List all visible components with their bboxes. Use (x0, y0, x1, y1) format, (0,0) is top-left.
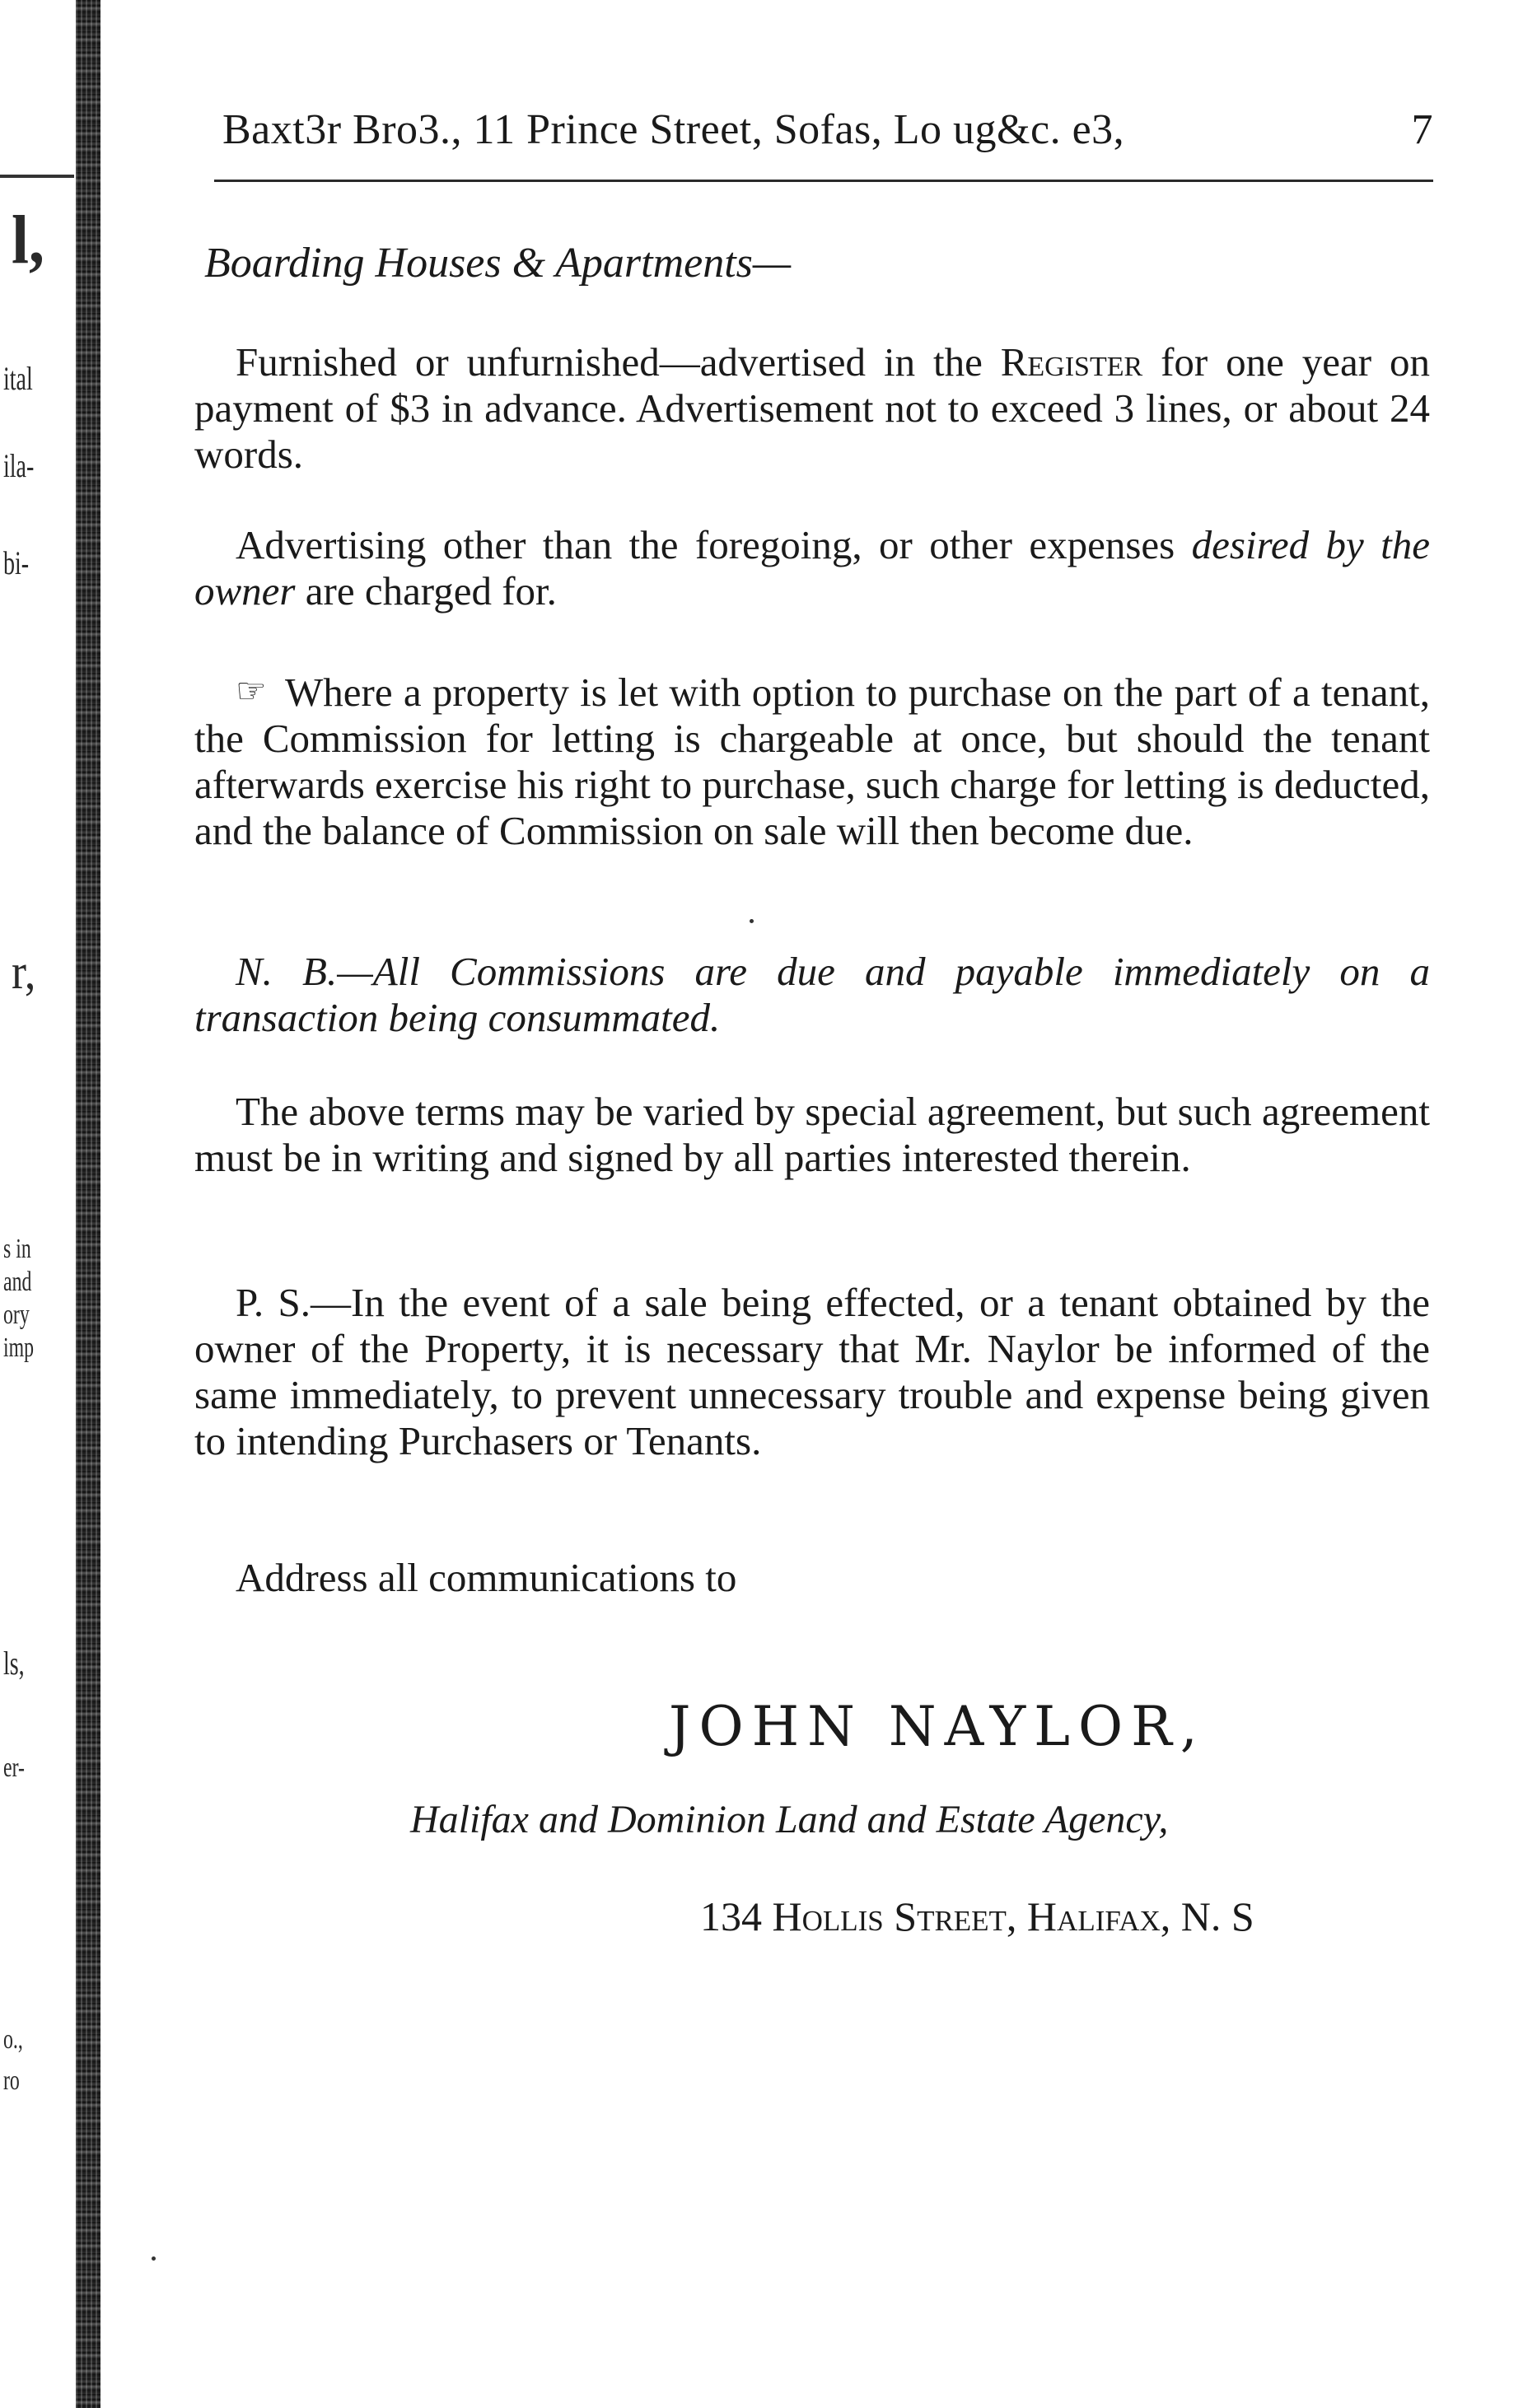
running-head (222, 105, 1433, 154)
prev-page-fragment: imp (3, 1332, 35, 1363)
prev-page-fragment: bi- (3, 544, 30, 581)
book-binding-edge (76, 0, 100, 2408)
prev-page-rule (0, 175, 74, 178)
page-number: 7 (1411, 106, 1433, 153)
page-content (99, 0, 1433, 2408)
register-word: Register (1000, 339, 1143, 385)
agency-name: Halifax and Dominion Land and Estate Agency, (410, 1798, 1169, 1841)
running-head-text: Baxt3r Bro3., 11 Prince Street, Sofas, Lo ug&c. e3, (222, 106, 1125, 153)
paragraph-address-intro: Address all communications to (236, 1555, 737, 1600)
pointing-hand-icon: ☞ (236, 673, 267, 711)
prev-page-fragment: o., (3, 2024, 23, 2055)
prev-page-fragment: and (3, 1267, 32, 1297)
prev-page-fragment: ila- (3, 447, 35, 484)
print-speck (750, 919, 754, 923)
agency-address: 134 Hollis Street, Halifax, N. S (700, 1893, 1254, 1939)
section-title: Boarding Houses & Apartments— (204, 240, 792, 287)
signature-name: JOHN NAYLOR, (669, 1695, 1206, 1758)
paragraph-other-expenses: Advertising other than the foregoing, or other expenses desired by the owner are charged for. (194, 522, 1430, 614)
paragraph-postscript: P. S.—In the event of a sale being effected, or a tenant obtained by the owner of the Property, it is necessary that Mr. Naylor be informed of the same immediately, to prevent unnecessary trouble and expense being given to intending Purchasers or Tenants. (194, 1280, 1430, 1463)
print-speck (152, 2256, 156, 2261)
previous-page-margin (0, 0, 66, 2408)
prev-page-fragment: r, (12, 945, 36, 999)
paragraph-advertising-fee: Furnished or unfurnished—advertised in the Register for one year on payment of $3 in advance. Advertisement not to exceed 3 lines, or about 24 words. (194, 339, 1430, 477)
prev-page-fragment: ory (3, 1300, 30, 1330)
prev-page-fragment: l, (12, 202, 44, 278)
paragraph-terms-varied: The above terms may be varied by special agreement, but such agreement must be in writing and signed by all parties interested therein. (194, 1089, 1430, 1180)
paragraph-option-to-purchase: ☞ Where a property is let with option to purchase on the part of a tenant, the Commission for letting is chargeable at once, but should the tenant afterwards exercise his right to purchase, such charge for letting is deducted, and the balance of Commission on sale will then become due. (194, 670, 1430, 853)
prev-page-fragment: ital (3, 360, 33, 397)
prev-page-fragment: er- (3, 1752, 25, 1783)
paragraph-nota-bene: N. B.—All Commissions are due and payable immediately on a transaction being consummated. (194, 949, 1430, 1040)
prev-page-fragment: s in (3, 1234, 31, 1264)
prev-page-fragment: ls, (3, 1645, 25, 1682)
prev-page-fragment: ro (3, 2065, 20, 2096)
header-rule (214, 180, 1433, 182)
